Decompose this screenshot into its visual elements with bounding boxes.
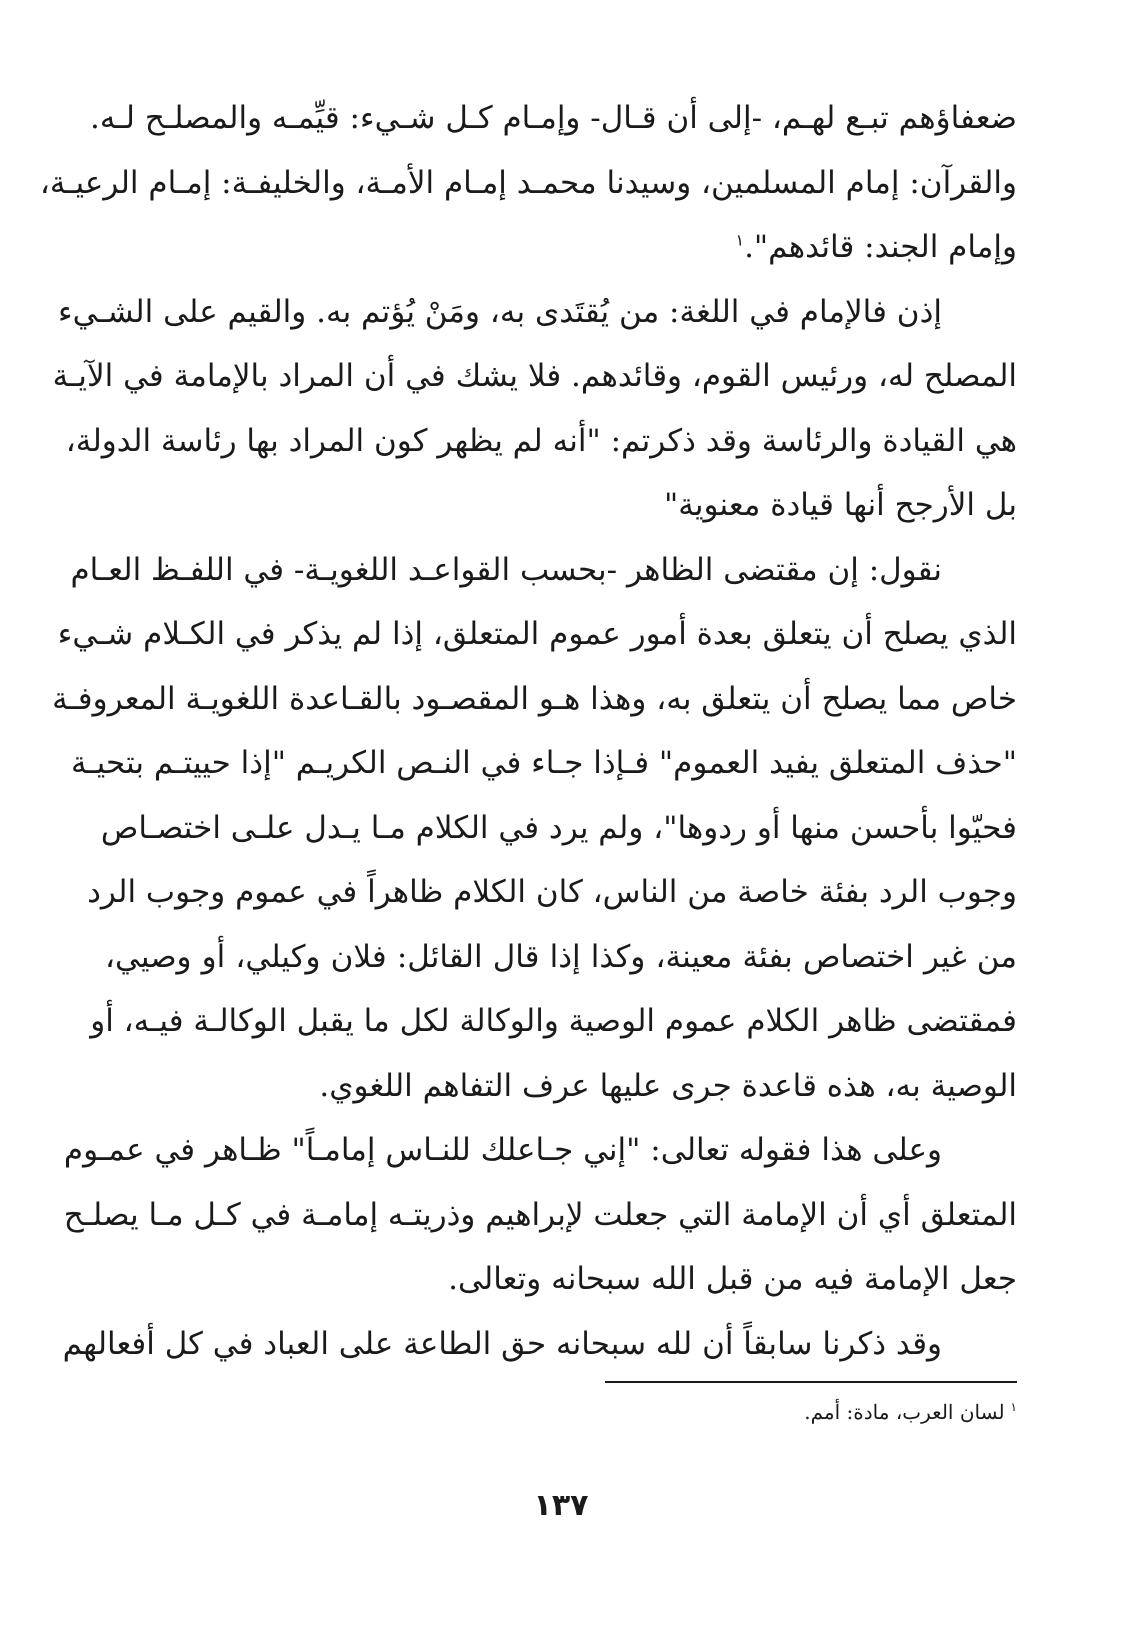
text-line: الذي يصلح أن يتعلق بعدة أمور عموم المتعلق، إذا لم يذكر في الكـلام شـيء <box>57 616 1017 652</box>
text-line: إذن فالإمام في اللغة: من يُقتَدى به، ومَنْ يُؤتم به. والقيم على الشـيء <box>58 293 942 330</box>
text-line: المتعلق أي أن الإمامة التي جعلت لإبراهيم وذريتـه إمامـة في كـل مـا يصلـح <box>63 1196 1017 1233</box>
text-line: هي القيادة والرئاسة وقد ذكرتم: "أنه لم يظهر كون المراد بها رئاسة الدولة، <box>65 422 1017 459</box>
paragraph <box>39 86 1017 280</box>
text-line: وقد ذكرنا سابقاً أن لله سبحانه حق الطاعة على العباد في كل أفعالهم <box>62 1325 942 1362</box>
text-line: خاص مما يصلح أن يتعلق به، وهذا هـو المقصـود بالقـاعدة اللغويـة المعروفـة <box>52 680 1017 717</box>
text-line: وعلى هذا فقوله تعالى: "إني جـاعلك للنـاس إمامـاً" ظـاهر في عمـوم <box>63 1132 942 1168</box>
text-line: وإمام الجند: قائدهم".$^١$ <box>735 229 1017 265</box>
text-line: جعل الإمامة فيه من قبل الله سبحانه وتعالى. <box>448 1261 1017 1297</box>
footnote-marker: ١ <box>1010 1400 1017 1415</box>
text-line: فحيّوا بأحسن منها أو ردوها"، ولم يرد في الكلام مـا يـدل علـى اختصـاص <box>100 809 1017 846</box>
text-line: من غير اختصاص بفئة معينة، وكذا إذا قال القائل: فلان وكيلي، أو وصيي، <box>105 938 1017 975</box>
footnote-reference: ١ <box>735 230 745 250</box>
text-line: المصلح له، ورئيس القوم، وقائدهم. فلا يشك في أن المراد بالإمامة في الآيـة <box>52 358 1017 394</box>
paragraph <box>52 538 1017 1119</box>
main-text <box>39 86 1017 1376</box>
paragraph <box>62 1312 1017 1377</box>
text-line: بل الأرجح أنها قيادة معنوية" <box>663 487 1017 523</box>
text-line: نقول: إن مقتضى الظاهر -بحسب القواعـد اللغويـة- في اللفـظ العـام <box>70 551 942 588</box>
paragraph <box>52 280 1017 538</box>
text-line: والقرآن: إمام المسلمين، وسيدنا محمـد إمـام الأمـة، والخليفـة: إمـام الرعيـة، <box>39 164 1017 201</box>
text-line: وجوب الرد بفئة خاصة من الناس، كان الكلام ظاهراً في عموم وجوب الرد <box>87 874 1017 910</box>
text-line: "حذف المتعلق يفيد العموم" فـإذا جـاء في النـص الكريـم "إذا حييتـم بتحيـة <box>70 745 1017 781</box>
footnote-divider <box>605 1381 1017 1383</box>
footnote-text: لسان العرب، مادة: أمم. <box>804 1400 1005 1424</box>
text-line: الوصية به، هذه قاعدة جرى عليها عرف التفاهم اللغوي. <box>319 1067 1017 1104</box>
footnote <box>605 1397 1017 1427</box>
page-number: ١٣٧ <box>533 1488 589 1523</box>
text-line: فمقتضى ظاهر الكلام عموم الوصية والوكالة لكل ما يقبل الوكالـة فيـه، أو <box>90 1003 1017 1039</box>
paragraph <box>63 1118 1017 1312</box>
text-line: ضعفاؤهم تبـع لهـم، -إلى أن قـال- وإمـام كـل شـيء: قيِّمـه والمصلـح لـه. <box>90 100 1017 136</box>
